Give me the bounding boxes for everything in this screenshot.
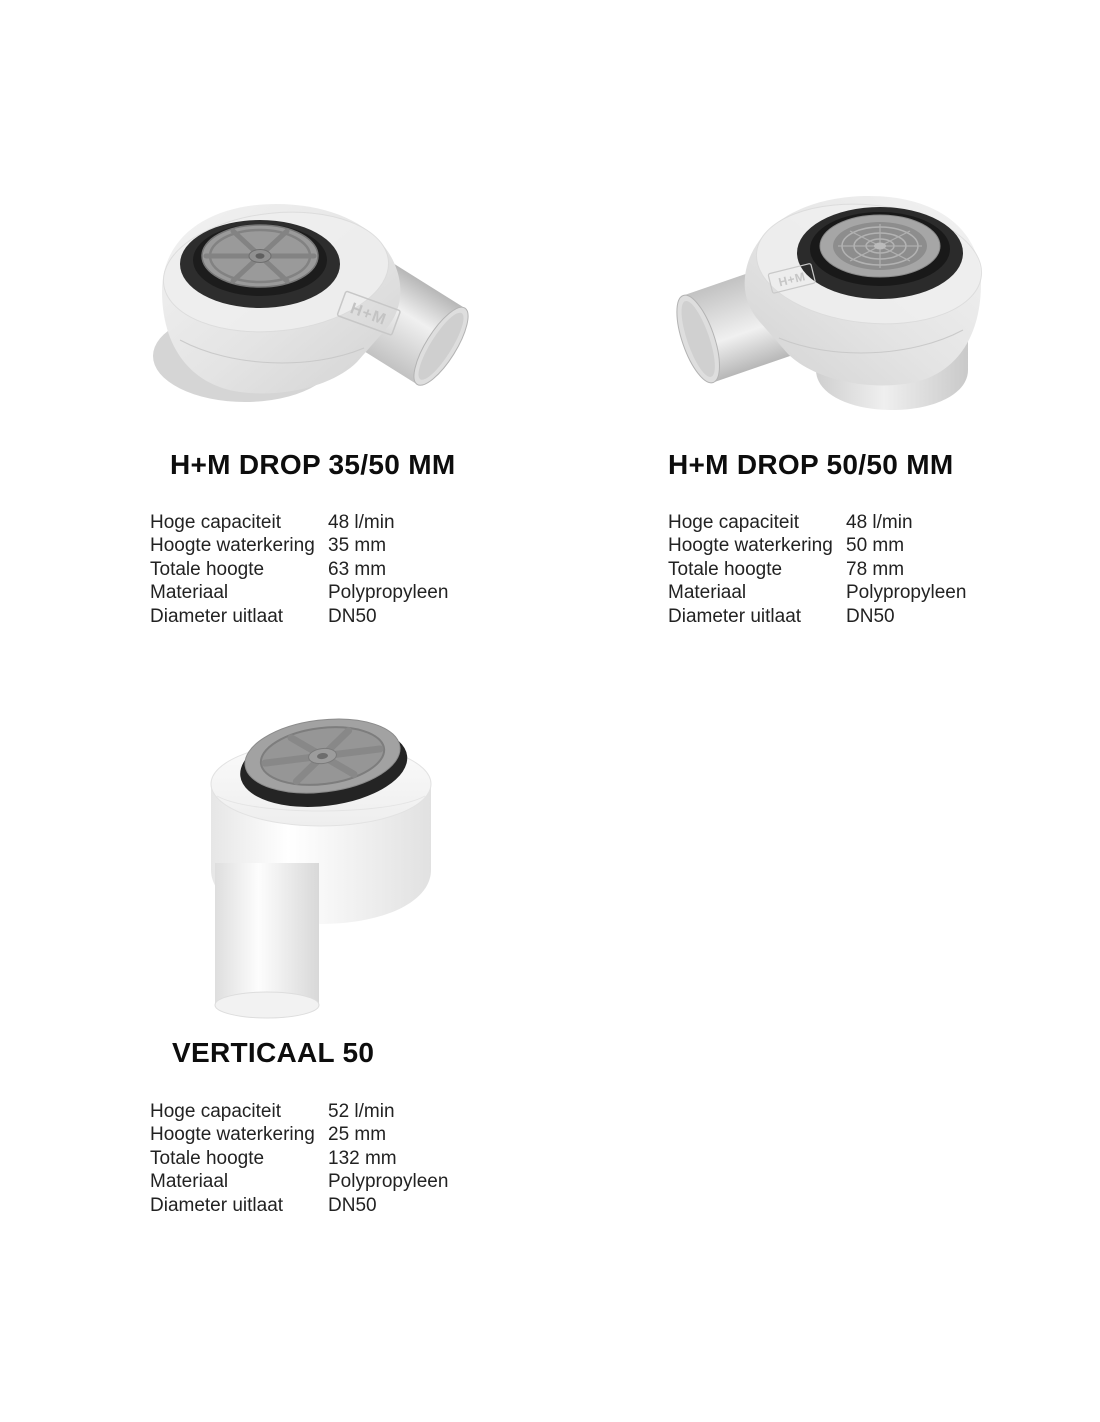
spec-label: Hoogte waterkering <box>150 535 315 557</box>
spec-value: DN50 <box>328 605 377 627</box>
spec-label: Totale hoogte <box>150 1147 265 1169</box>
spec-row <box>150 1123 448 1146</box>
spec-value: DN50 <box>846 605 895 627</box>
spec-row <box>150 1194 448 1217</box>
spec-value: 25 mm <box>328 1124 387 1146</box>
outlet-pipe <box>215 863 319 1018</box>
svg-text:H+M: H+M <box>347 300 389 329</box>
product-title: H+M DROP 50/50 MM <box>668 449 954 480</box>
drain-grate-icon <box>202 225 318 287</box>
spec-value: Polypropyleen <box>328 1171 449 1193</box>
spec-value: 50 mm <box>846 535 905 557</box>
spec-label: Diameter uitlaat <box>150 605 284 627</box>
spec-label: Materiaal <box>150 582 229 604</box>
drain-grate-icon <box>820 215 940 277</box>
product-title: H+M DROP 35/50 MM <box>170 449 456 480</box>
spec-row <box>668 558 966 581</box>
spec-value: 132 mm <box>328 1147 397 1169</box>
product-title: VERTICAAL 50 <box>172 1037 375 1068</box>
spec-label: Totale hoogte <box>668 558 783 580</box>
svg-text:H+M: H+M <box>777 269 807 290</box>
spec-label: Hoge capaciteit <box>668 512 799 533</box>
spec-label: Hoogte waterkering <box>668 535 833 557</box>
spec-value: Polypropyleen <box>328 582 449 604</box>
spec-value: 48 l/min <box>328 512 395 533</box>
product-photo-drop-50-50 <box>648 178 993 423</box>
product-photo-verticaal-50 <box>193 698 468 1028</box>
spec-value: 35 mm <box>328 535 387 557</box>
spec-row <box>668 511 966 534</box>
spec-label: Materiaal <box>668 582 747 604</box>
spec-label: Diameter uitlaat <box>150 1194 284 1216</box>
spec-value: 48 l/min <box>846 512 913 533</box>
spec-value: Polypropyleen <box>846 582 967 604</box>
spec-table <box>668 511 966 628</box>
spec-table <box>150 511 448 628</box>
spec-row <box>668 581 966 604</box>
spec-label: Hoge capaciteit <box>150 512 281 533</box>
spec-label: Materiaal <box>150 1171 229 1193</box>
spec-row <box>150 534 448 557</box>
spec-value: 63 mm <box>328 558 387 580</box>
product-photo-drop-35-50 <box>150 188 500 430</box>
spec-row <box>668 605 966 628</box>
spec-row <box>668 534 966 557</box>
spec-value: DN50 <box>328 1194 377 1216</box>
spec-row <box>150 1100 448 1123</box>
spec-value: 52 l/min <box>328 1101 395 1122</box>
spec-label: Hoge capaciteit <box>150 1101 281 1122</box>
spec-row <box>150 558 448 581</box>
spec-row <box>150 1170 448 1193</box>
spec-table <box>150 1100 448 1217</box>
spec-row <box>150 605 448 628</box>
spec-label: Hoogte waterkering <box>150 1124 315 1146</box>
spec-label: Diameter uitlaat <box>668 605 802 627</box>
spec-row <box>150 511 448 534</box>
spec-row <box>150 1147 448 1170</box>
spec-row <box>150 581 448 604</box>
spec-value: 78 mm <box>846 558 905 580</box>
spec-label: Totale hoogte <box>150 558 265 580</box>
